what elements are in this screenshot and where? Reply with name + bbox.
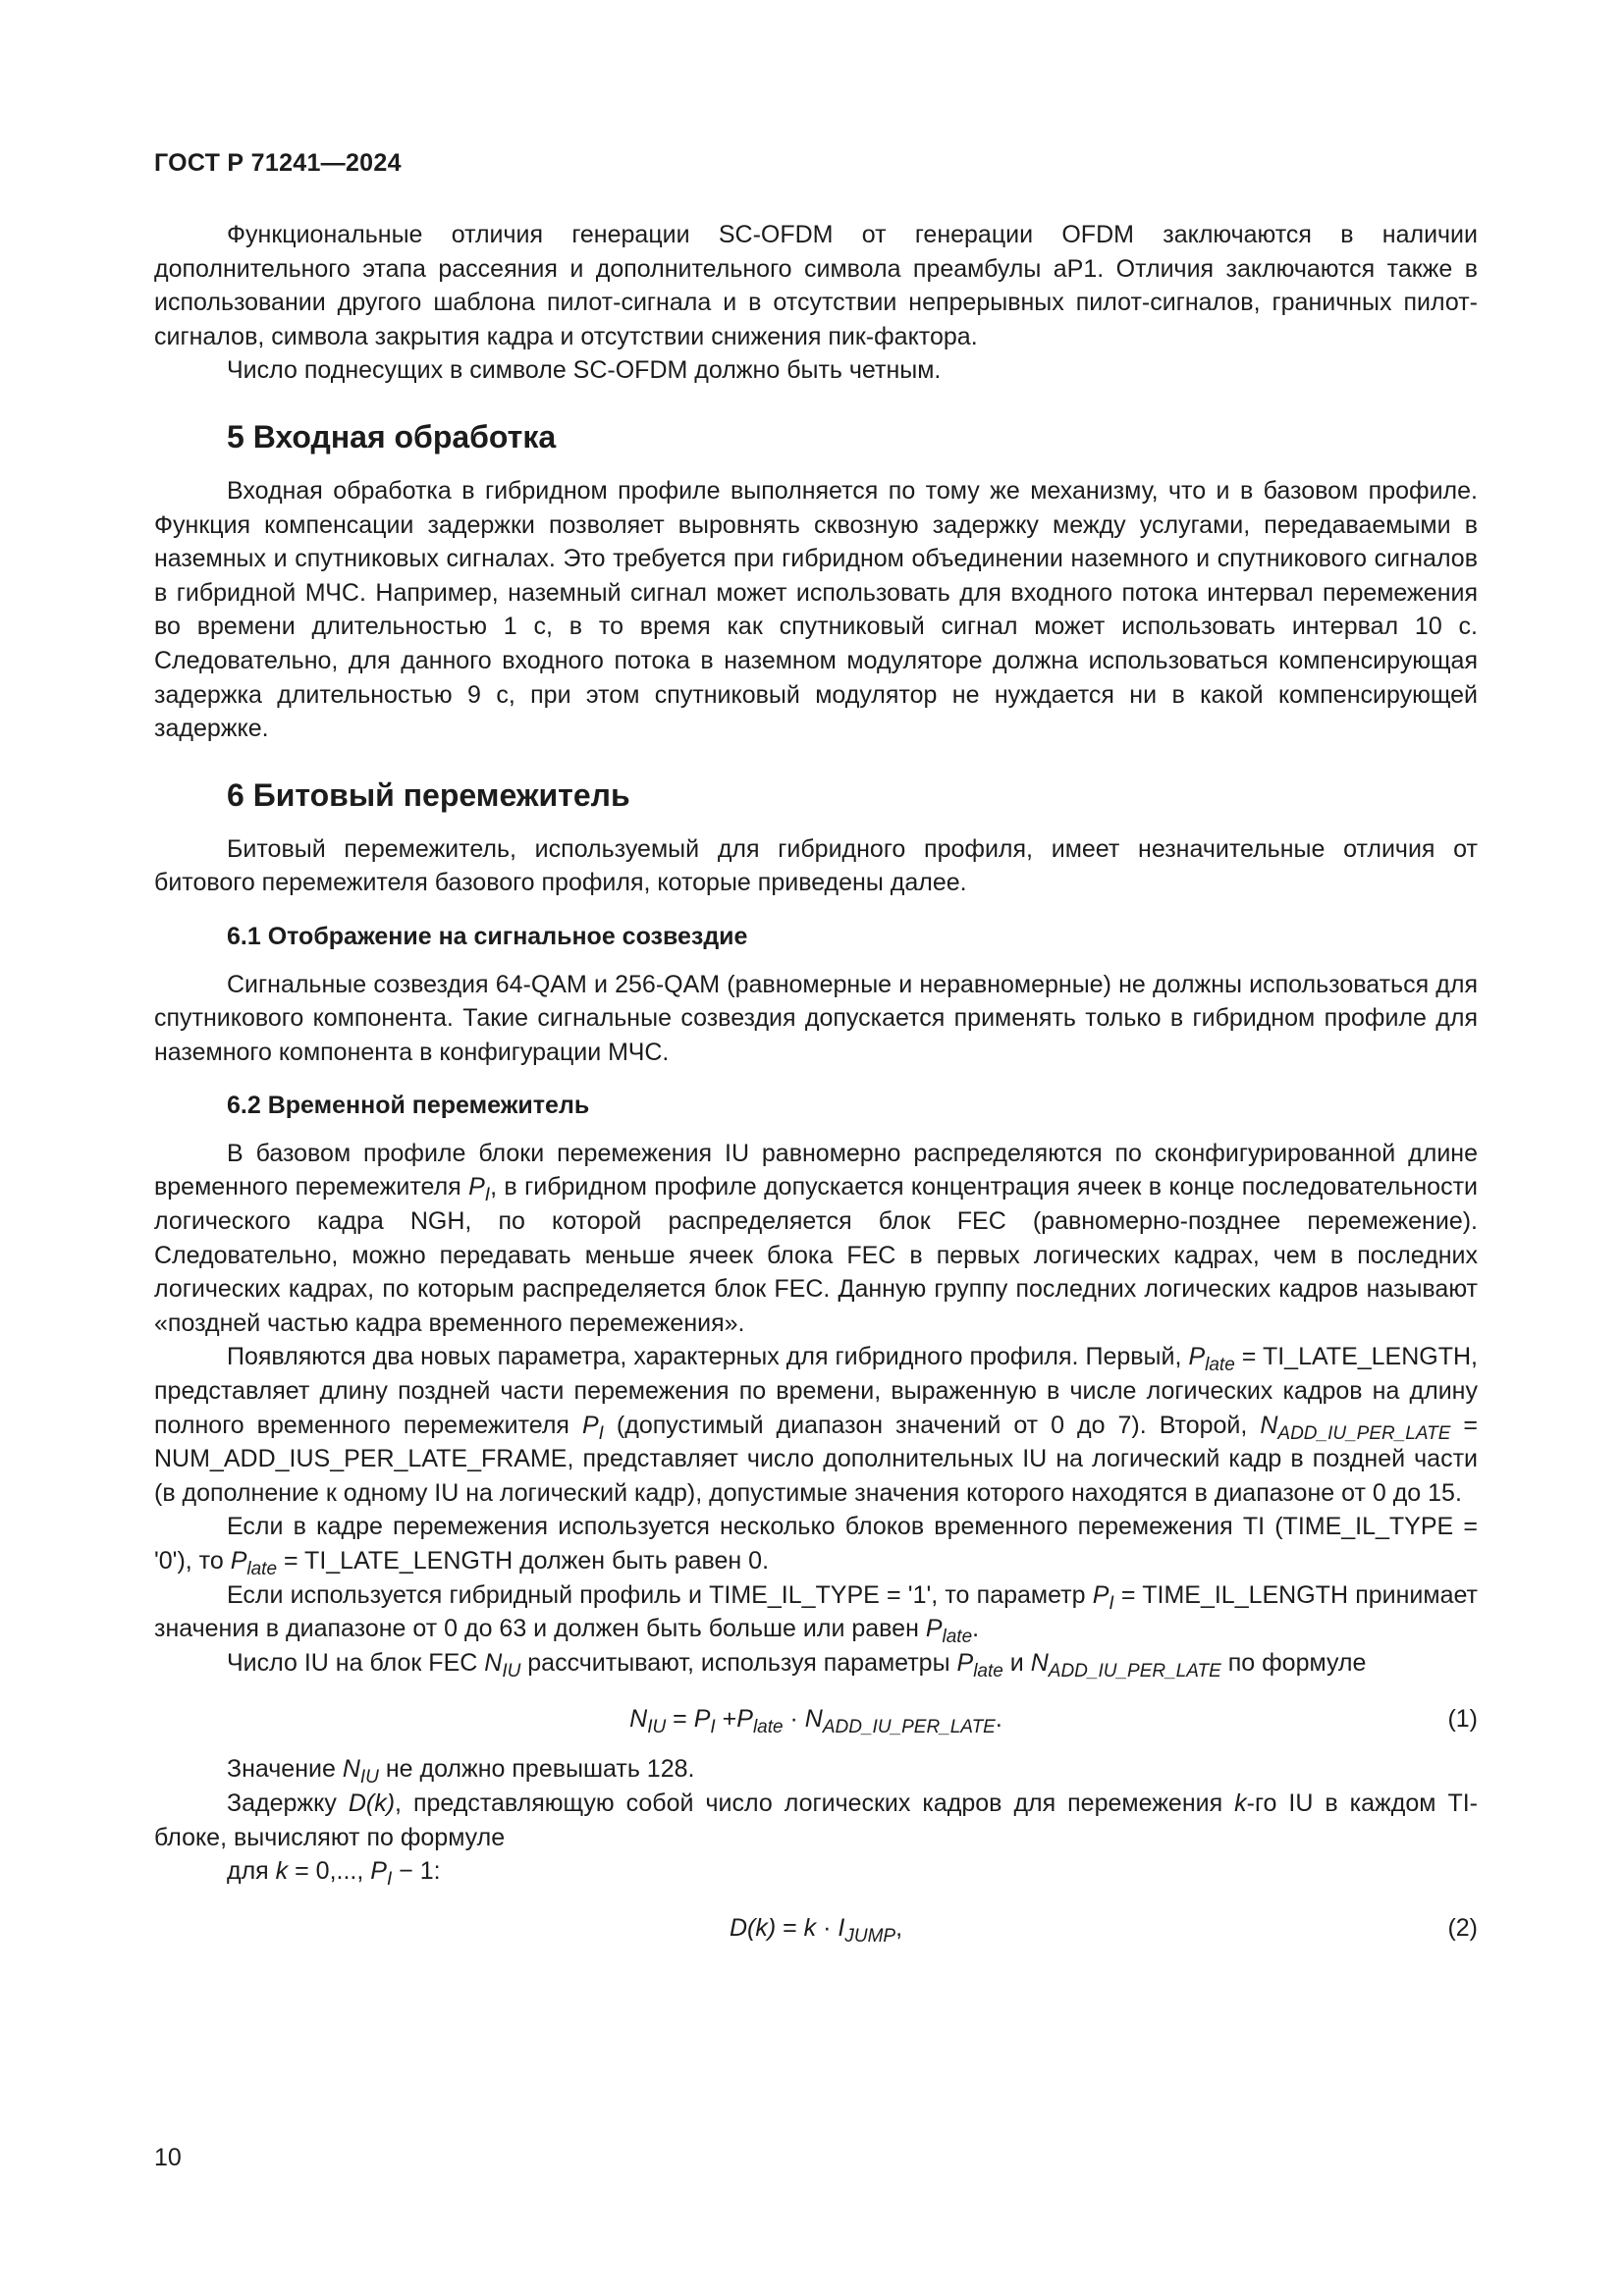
- math-symbol: P: [693, 1705, 711, 1734]
- text-run: и: [1002, 1648, 1031, 1677]
- paragraph: [154, 1854, 1478, 1889]
- math-subscript: late: [246, 1559, 278, 1579]
- math-symbol: P: [925, 1615, 943, 1643]
- math-operator: ·: [783, 1705, 805, 1734]
- math-symbol: P: [581, 1411, 599, 1439]
- math-subscript: late: [752, 1717, 784, 1738]
- math-symbol: P: [1092, 1580, 1110, 1609]
- paragraph: [154, 1578, 1478, 1646]
- math-operator: =: [666, 1705, 694, 1734]
- page-content: [154, 218, 1478, 1959]
- text-run: − 1:: [392, 1857, 441, 1886]
- math-symbol: P: [1188, 1343, 1206, 1371]
- section-heading: 6 Битовый перемежитель: [227, 776, 630, 813]
- math-symbol: P: [956, 1648, 974, 1677]
- math-operator: +: [715, 1705, 737, 1734]
- text-run: В базовом профиле блоки перемежения IU равномерно распределяются по сконфигурированной длине временного перемежителя: [154, 1139, 1478, 1201]
- document-header: ГОСТ Р 71241—2024: [154, 149, 402, 177]
- math-subscript: I: [710, 1717, 716, 1738]
- subsection-heading: 6.1 Отображение на сигнальное созвездие: [227, 922, 748, 950]
- text-run: не должно превышать 128.: [378, 1755, 695, 1784]
- paragraph: [154, 1137, 1478, 1341]
- math-subscript: ADD_IU_PER_LATE: [1277, 1422, 1451, 1444]
- math-subscript: I: [484, 1185, 491, 1206]
- math-symbol: k: [1234, 1789, 1247, 1817]
- text-run: , представляющую собой число логических кадров для перемежения: [395, 1789, 1235, 1817]
- math-subscript: IU: [647, 1717, 667, 1738]
- paragraph: [154, 1646, 1478, 1681]
- math-symbol: P: [736, 1705, 753, 1734]
- math-symbol: N: [1260, 1411, 1278, 1439]
- math-symbol: D(k): [348, 1789, 396, 1817]
- formula-1: [154, 1687, 1478, 1750]
- text-run: для: [227, 1857, 276, 1886]
- paragraph: [154, 1752, 1478, 1787]
- text-run: (допустимый диапазон значений от 0 до 7). Второй,: [603, 1411, 1261, 1439]
- math-symbol: N: [629, 1705, 648, 1734]
- math-symbol: N: [484, 1648, 503, 1677]
- text-run: .: [972, 1615, 980, 1643]
- section-heading: 5 Входная обработка: [227, 418, 557, 454]
- formula-number: (1): [1447, 1705, 1478, 1734]
- math-operator: ,: [895, 1913, 903, 1942]
- math-operator: .: [995, 1705, 1002, 1734]
- paragraph: [154, 1510, 1478, 1577]
- text-run: , в гибридном профиле допускается концентрация ячеек в конце последовательности логического кадра NGH, по которой распределяется блок FEC (равномерно-позднее перемежение). Следовательно, можно передавать меньше ячеек блока FEC в первых логических кадрах, чем в последних логических кадрах, по которым распределяется блок FEC. Данную группу последних логических кадров называют «поздней частью кадра временного перемежения».: [154, 1173, 1478, 1337]
- formula-expression: [154, 1896, 1478, 1959]
- math-symbol: P: [468, 1173, 485, 1201]
- math-subscript: ADD_IU_PER_LATE: [822, 1717, 996, 1738]
- text-run: = TI_LATE_LENGTH, представляет длину поздней части перемежения по времени, выраженную в числе логических кадров на длину полного временного перемежителя: [154, 1343, 1478, 1439]
- text-run: -го IU в каждом TI-блоке, вычисляют по формуле: [154, 1789, 1478, 1851]
- paragraph: [154, 1340, 1478, 1510]
- math-symbol: D(k): [729, 1913, 777, 1942]
- paragraph: [154, 1787, 1478, 1854]
- math-symbol: N: [342, 1755, 360, 1784]
- formula-2: [154, 1896, 1478, 1959]
- math-subscript: JUMP: [844, 1925, 896, 1947]
- math-operator: =: [776, 1913, 804, 1942]
- paragraph: Входная обработка в гибридном профиле выполняется по тому же механизму, что и в базовом профиле. Функция компенсации задержки позволяет выровнять сквозную задержку между услугами, передаваемыми в наземных и спутниковых сигналах. Это требуется при гибридном объединении наземного и спутникового сигналов в гибридной МЧС. Например, наземный сигнал может использовать для входного потока интервал перемежения во времени длительностью 1 с, в то время как спутниковый сигнал может использовать интервал 10 с. Следовательно, для данного входного потока в наземном модуляторе должна использоваться компенсирующая задержка длительностью 9 с, при этом спутниковый модулятор не нуждается ни в какой компенсирующей задержке.: [154, 476, 1478, 743]
- formula-expression: [154, 1687, 1478, 1750]
- text-run: Значение: [227, 1755, 343, 1784]
- math-subscript: late: [1205, 1355, 1235, 1376]
- math-symbol: P: [230, 1547, 247, 1575]
- math-symbol: N: [1030, 1648, 1049, 1677]
- math-subscript: I: [1109, 1592, 1114, 1614]
- paragraph: Число поднесущих в символе SC-OFDM должно быть четным.: [227, 356, 942, 385]
- math-symbol: k: [275, 1857, 289, 1886]
- math-subscript: ADD_IU_PER_LATE: [1048, 1660, 1221, 1682]
- text-run: Если используется гибридный профиль и TIME_IL_TYPE = '1', то параметр: [227, 1580, 1093, 1609]
- text-run: Появляются два новых параметра, характерных для гибридного профиля. Первый,: [227, 1343, 1189, 1371]
- math-symbol: k: [803, 1913, 817, 1942]
- math-subscript: IU: [359, 1767, 379, 1789]
- math-subscript: I: [598, 1422, 604, 1444]
- paragraph: Функциональные отличия генерации SC-OFDM от генерации OFDM заключаются в наличии дополнительного этапа рассеяния и дополнительного символа преамбулы aP1. Отличия заключаются также в использовании другого шаблона пилот-сигнала и в отсутствии непрерывных пилот-сигналов, граничных пилот-сигналов, символа закрытия кадра и отсутствии снижения пик-фактора.: [154, 221, 1478, 350]
- math-symbol: I: [838, 1913, 845, 1942]
- math-symbol: P: [370, 1857, 387, 1886]
- math-symbol: N: [804, 1705, 823, 1734]
- paragraph: Сигнальные созвездия 64-QAM и 256-QAM (равномерные и неравномерные) не должны использоваться для спутникового компонента. Такие сигнальные созвездия допускается применять только в гибридном профиле для наземного компонента в конфигурации МЧС.: [154, 970, 1478, 1066]
- math-subscript: late: [973, 1660, 1003, 1682]
- text-run: Число IU на блок FEC: [227, 1648, 485, 1677]
- page-number: 10: [154, 2144, 182, 2171]
- text-run: Если в кадре перемежения используется несколько блоков временного перемежения TI (TIME_IL_TYPE = '0'), то: [154, 1513, 1478, 1575]
- subsection-heading: 6.2 Временной перемежитель: [227, 1092, 590, 1120]
- math-subscript: late: [942, 1627, 973, 1648]
- math-operator: ·: [816, 1913, 839, 1942]
- text-run: = TIME_IL_LENGTH принимает значения в диапазоне от 0 до 63 и должен быть больше или равен: [154, 1580, 1478, 1643]
- text-run: по формуле: [1220, 1648, 1367, 1677]
- text-run: = TI_LATE_LENGTH должен быть равен 0.: [277, 1547, 770, 1575]
- formula-number: (2): [1447, 1913, 1478, 1942]
- text-run: Задержку: [227, 1789, 349, 1817]
- text-run: = 0,...,: [288, 1857, 371, 1886]
- paragraph: Битовый перемежитель, используемый для гибридного профиля, имеет незначительные отличия от битового перемежителя базового профиля, которые приведены далее.: [154, 834, 1478, 897]
- math-subscript: IU: [502, 1660, 521, 1682]
- text-run: = NUM_ADD_IUS_PER_LATE_FRAME, представляет число дополнительных IU на логический кадр в поздней части (в дополнение к одному IU на логический кадр), допустимые значения которого находятся в диапазоне от 0 до 15.: [154, 1411, 1478, 1507]
- text-run: рассчитывают, используя параметры: [520, 1648, 957, 1677]
- math-subscript: I: [386, 1869, 393, 1891]
